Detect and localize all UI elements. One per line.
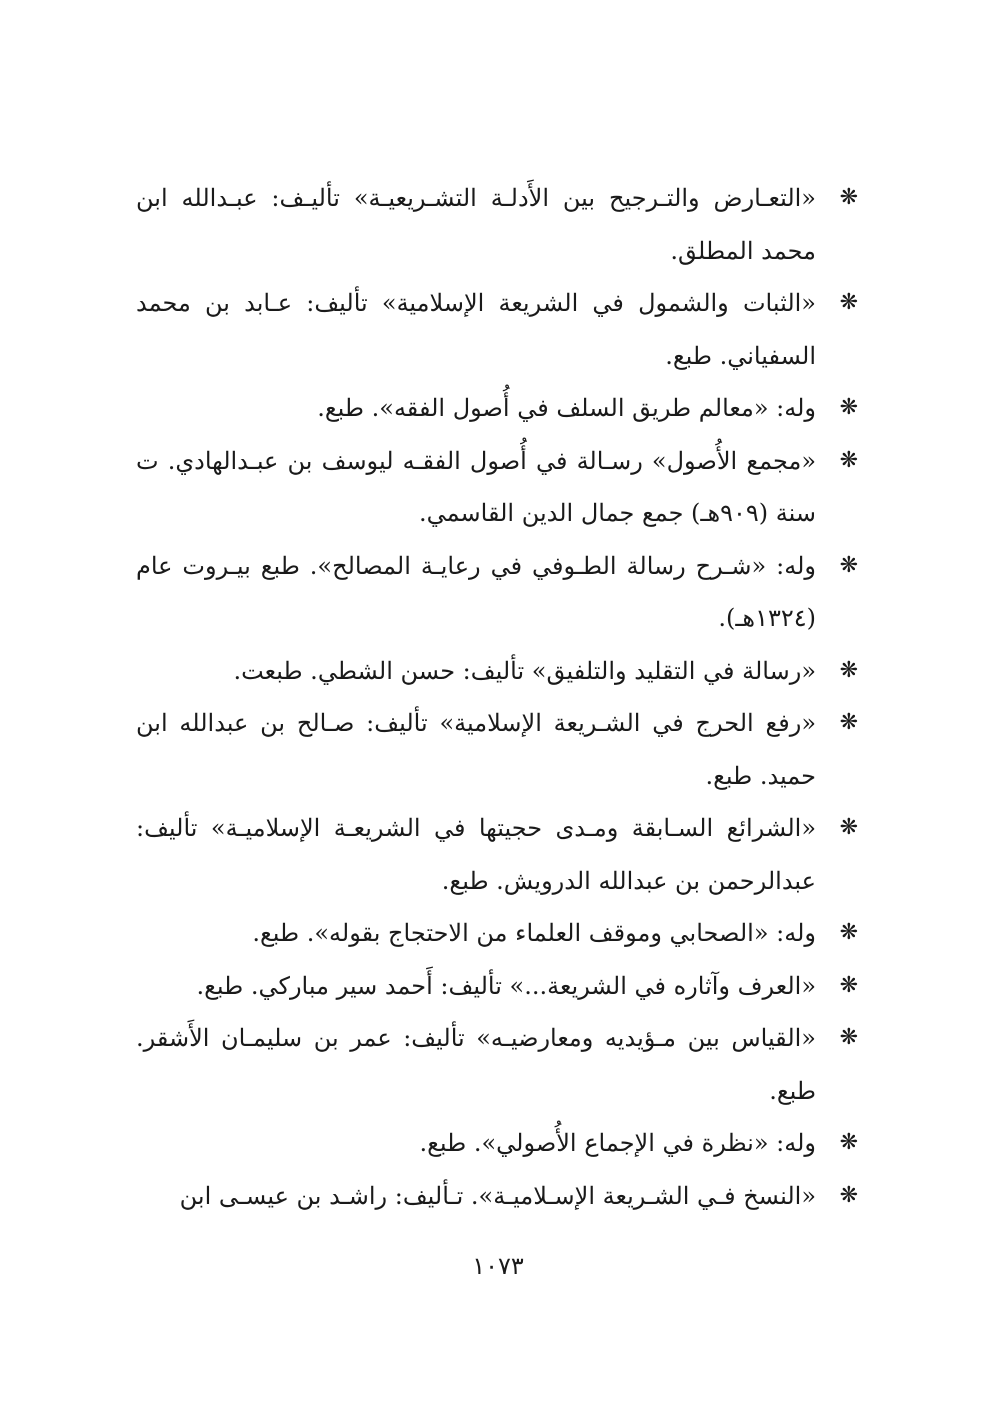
asterism-bullet-icon: ❋ [839,972,858,998]
asterism-bullet-icon: ❋ [839,710,858,735]
entry-text: «رسالة في التقليد والتلفيق» تأليف: حسن الشطي. طبعت. [233,656,816,685]
entry-text: «رفع الحرج في الشـريعة الإسلامية» تأليف: صـالح بن عبدالله ابن حميد. طبع. [136,709,816,790]
asterism-bullet-icon: ❋ [839,395,858,420]
entry-text: وله: «شـرح رسالة الطـوفي في رعايـة المصالح». طبع بيـروت عام (١٣٢٤هـ). [136,551,816,632]
bibliography-entry [136,382,858,435]
bibliography-entry [136,1012,858,1117]
bibliography-entry [136,277,858,382]
asterism-bullet-icon: ❋ [839,447,858,473]
page-number: ١٠٧٣ [472,1252,524,1280]
entry-text: «القياس بين مـؤيديه ومعارضيـه» تأليف: عمر بن سليمـان الأَشقر. طبع. [136,1024,816,1105]
asterism-bullet-icon: ❋ [839,815,858,840]
bibliography-entry [136,1170,858,1223]
entry-text: وله: «الصحابي وموقف العلماء من الاحتجاج بقوله». طبع. [252,919,816,947]
entry-text: «العرف وآثاره في الشريعة...» تأليف: أَحمد سير مباركي. طبع. [196,971,816,1000]
bibliography-entry [136,172,858,277]
asterism-bullet-icon: ❋ [839,1025,858,1050]
entry-text: «النسخ فـي الشـريعة الإسـلاميـة». تـأليف: راشـد بن عيسـى ابن [179,1181,816,1210]
bibliography-entry [136,1117,858,1170]
bibliography-entry [136,697,858,802]
asterism-bullet-icon: ❋ [839,920,858,945]
asterism-bullet-icon: ❋ [839,1182,858,1208]
entry-text: وله: «نظرة في الإجماع الأُصولي». طبع. [419,1129,816,1157]
entry-text: «الشرائع السـابقة ومـدى حجيتها في الشريعـة الإسلاميـة» تأليف: عبدالرحمن بن عبدالله الدرويش. طبع. [136,814,816,895]
asterism-bullet-icon: ❋ [839,1130,858,1155]
entry-text: وله: «معالم طريق السلف في أُصول الفقه». طبع. [317,394,816,422]
asterism-bullet-icon: ❋ [839,552,858,578]
bibliography-list [136,172,858,1222]
entry-text: «مجمع الأُصول» رسـالة في أُصول الفقـه ليوسف بن عبـدالهادي. ت سنة (٩٠٩هـ) جمع جمال الدين القاسمي. [136,446,816,527]
bibliography-entry [136,960,858,1013]
asterism-bullet-icon: ❋ [839,290,858,315]
asterism-bullet-icon: ❋ [839,185,858,210]
bibliography-entry [136,435,858,540]
asterism-bullet-icon: ❋ [839,657,858,683]
entry-text: «التعـارض والتـرجيح بين الأَدلـة التشـريعيـة» تأليـف: عبـدالله ابن محمد المطلق. [136,184,816,265]
bibliography-entry [136,645,858,698]
bibliography-entry [136,907,858,960]
bibliography-entry [136,540,858,645]
entry-text: «الثبات والشمول في الشريعة الإسلامية» تأليف: عـابد بن محمد السفياني. طبع. [136,289,816,370]
bibliography-entry [136,802,858,907]
